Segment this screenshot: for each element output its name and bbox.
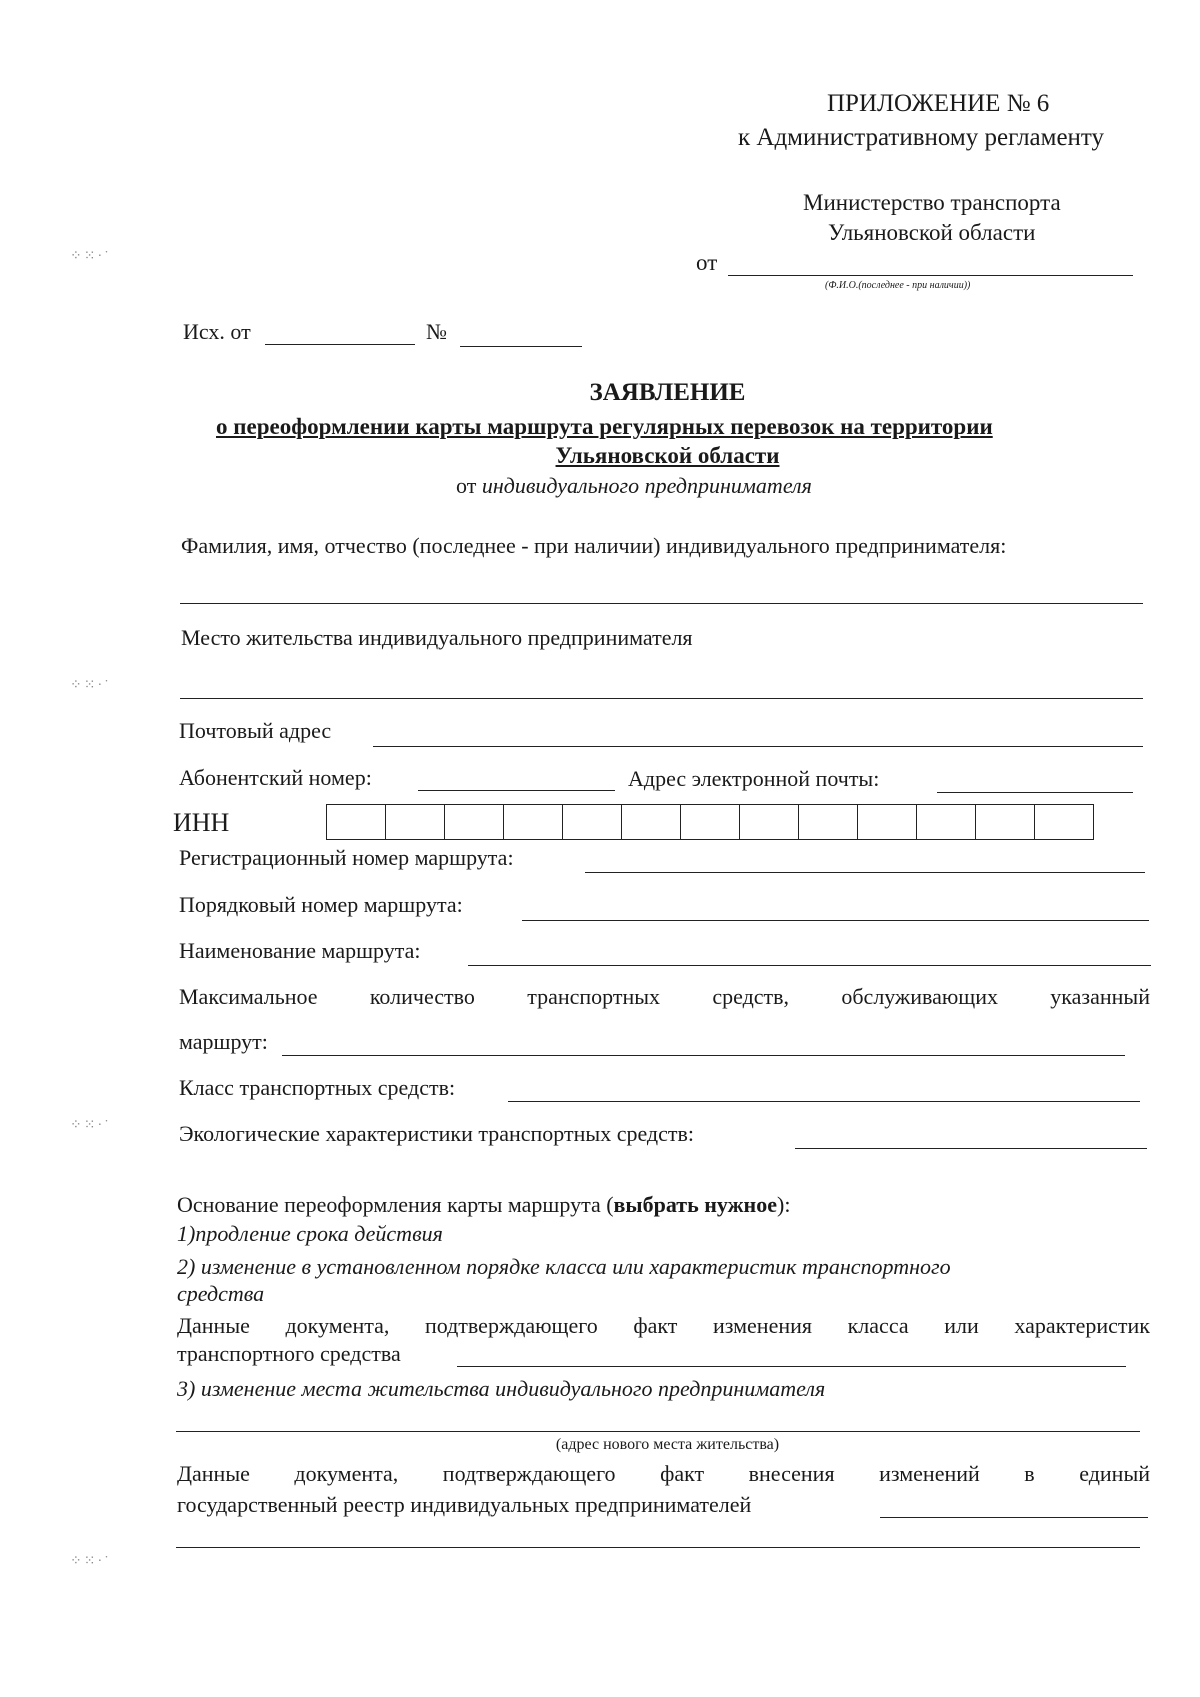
doc-registry-line1: Данные документа, подтверждающего факт внесения изменений в единый <box>177 1461 1150 1486</box>
doc-class-change-line1: Данные документа, подтверждающего факт изменения класса или характеристик <box>177 1313 1150 1338</box>
eco-label: Экологические характеристики транспортных средств: <box>179 1121 695 1146</box>
grounds-intro-bold: выбрать нужное <box>613 1192 777 1217</box>
outgoing-date-line[interactable] <box>265 344 415 345</box>
vehicle-class-line[interactable] <box>508 1101 1140 1102</box>
doc-registry-second-line[interactable] <box>176 1547 1140 1548</box>
fio-label: Фамилия, имя, отчество (последнее - при наличии) индивидуального предпринимателя: <box>181 533 1007 558</box>
phone-label: Абонентский номер: <box>179 765 372 790</box>
route-name-line[interactable] <box>468 965 1151 966</box>
applicant-fio-line[interactable] <box>728 275 1133 276</box>
from-whom <box>456 473 812 499</box>
inn-label: ИНН <box>173 808 230 837</box>
eco-line[interactable] <box>795 1148 1147 1149</box>
inn-digit-cell[interactable] <box>445 805 504 839</box>
doc-registry-line2: государственный реестр индивидуальных предпринимателей <box>177 1492 752 1517</box>
max-vehicles-label-line1: Максимальное количество транспортных средств, обслуживающих указанный <box>179 984 1150 1009</box>
outgoing-number-label: № <box>426 319 447 344</box>
inn-digit-cell[interactable] <box>799 805 858 839</box>
postal-address-line[interactable] <box>373 746 1143 747</box>
inn-digit-cell[interactable] <box>563 805 622 839</box>
document-title: ЗАЯВЛЕНИЕ <box>589 379 746 406</box>
option-extend-term: 1)продление срока действия <box>177 1221 443 1246</box>
outgoing-date-label: Исх. от <box>183 319 251 344</box>
inn-digit-cell[interactable] <box>681 805 740 839</box>
from-label: от <box>696 250 718 275</box>
order-number-line[interactable] <box>522 920 1149 921</box>
reg-number-line[interactable] <box>585 872 1145 873</box>
order-number-label: Порядковый номер маршрута: <box>179 892 463 917</box>
document-subtitle-line1: о переоформлении карты маршрута регулярных перевозок на территории <box>216 414 993 439</box>
scan-speck: ⁘⁙·˙ <box>70 1118 111 1133</box>
inn-digit-cell[interactable] <box>504 805 563 839</box>
inn-digit-cell[interactable] <box>858 805 917 839</box>
from-whom-prefix: от <box>456 473 477 498</box>
phone-line[interactable] <box>418 790 615 791</box>
option-change-class-line1: 2) изменение в установленном порядке класса или характеристик транспортного <box>177 1254 951 1279</box>
postal-address-label: Почтовый адрес <box>179 718 332 743</box>
max-vehicles-label-line2: маршрут: <box>179 1029 268 1054</box>
document-subtitle-line2: Ульяновской области <box>555 443 780 468</box>
appendix-number: ПРИЛОЖЕНИЕ № 6 <box>827 90 1050 117</box>
grounds-intro <box>177 1192 790 1218</box>
residence-line[interactable] <box>180 698 1143 699</box>
email-label: Адрес электронной почты: <box>628 766 880 791</box>
outgoing-number-line[interactable] <box>460 346 582 347</box>
new-address-line[interactable] <box>176 1431 1140 1432</box>
max-vehicles-line[interactable] <box>282 1055 1125 1056</box>
inn-cells[interactable] <box>326 804 1094 840</box>
inn-digit-cell[interactable] <box>1035 805 1093 839</box>
fio-hint: (Ф.И.О.(последнее - при наличии)) <box>825 280 971 291</box>
inn-digit-cell[interactable] <box>386 805 445 839</box>
reg-number-label: Регистрационный номер маршрута: <box>179 845 514 870</box>
scan-speck: ⁘⁙·˙ <box>70 1554 111 1569</box>
doc-class-change-line2: транспортного средства <box>177 1341 401 1366</box>
scan-speck: ⁘⁙·˙ <box>70 678 111 693</box>
ministry-name-line1: Министерство транспорта <box>803 190 1061 215</box>
vehicle-class-label: Класс транспортных средств: <box>179 1075 456 1100</box>
doc-registry-line[interactable] <box>880 1517 1148 1518</box>
doc-class-change-line[interactable] <box>457 1366 1126 1367</box>
option-change-class-line2: средства <box>177 1281 265 1306</box>
regulation-reference: к Административному регламенту <box>738 124 1105 151</box>
route-name-label: Наименование маршрута: <box>179 938 421 963</box>
inn-digit-cell[interactable] <box>327 805 386 839</box>
from-whom-entity: индивидуального предпринимателя <box>481 473 812 498</box>
inn-digit-cell[interactable] <box>740 805 799 839</box>
inn-digit-cell[interactable] <box>976 805 1035 839</box>
email-line[interactable] <box>937 792 1133 793</box>
ministry-name-line2: Ульяновской области <box>828 220 1036 245</box>
grounds-intro-end: ): <box>777 1192 791 1217</box>
grounds-intro-text: Основание переоформления карты маршрута ( <box>177 1192 614 1217</box>
new-address-hint: (адрес нового места жительства) <box>555 1436 780 1453</box>
option-change-residence: 3) изменение места жительства индивидуального предпринимателя <box>177 1376 826 1401</box>
residence-label: Место жительства индивидуального предпринимателя <box>181 625 693 650</box>
inn-digit-cell[interactable] <box>917 805 976 839</box>
inn-digit-cell[interactable] <box>622 805 681 839</box>
scan-speck: ⁘⁙·˙ <box>70 249 111 264</box>
fio-line[interactable] <box>180 603 1143 604</box>
